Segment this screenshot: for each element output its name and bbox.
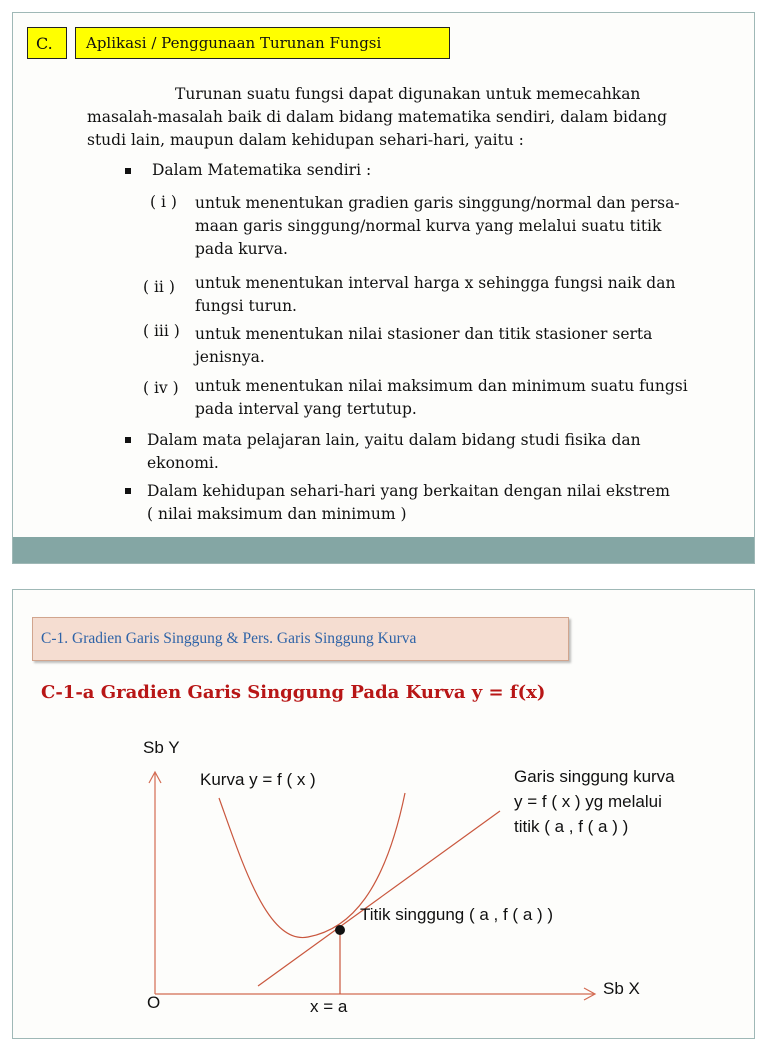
item-text: untuk menentukan nilai maksimum dan minimum suatu fungsi: [195, 377, 688, 395]
item-number: ( ii ): [143, 278, 175, 296]
bullet-other: Dalam mata pelajaran lain, yaitu dalam bidang studi fisika dan: [147, 431, 641, 449]
slide-footer-bar: [13, 537, 754, 563]
tangent-point: [335, 925, 345, 935]
bullet-math: Dalam Matematika sendiri :: [152, 161, 372, 179]
item-text: jenisnya.: [195, 348, 265, 366]
item-text: pada kurva.: [195, 240, 288, 258]
bullet-daily: ( nilai maksimum dan minimum ): [147, 505, 407, 523]
intro-line-1: Turunan suatu fungsi dapat digunakan untuk memecahkan: [175, 85, 641, 103]
x-equals-a-label: x = a: [310, 997, 348, 1016]
bullet-marker: [125, 488, 131, 494]
tangent-label-line: titik ( a , f ( a ) ): [514, 817, 629, 836]
tangent-label-line: y = f ( x ) yg melalui: [514, 792, 662, 811]
y-axis-label: Sb Y: [143, 738, 180, 757]
item-text: untuk menentukan interval harga x sehingga fungsi naik dan: [195, 274, 676, 292]
item-text: maan garis singgung/normal kurva yang melalui suatu titik: [195, 217, 662, 235]
tangent-label-line: Garis singgung kurva: [514, 767, 675, 786]
item-text: fungsi turun.: [195, 297, 297, 315]
intro-line-2: masalah-masalah baik di dalam bidang matematika sendiri, dalam bidang: [87, 108, 668, 126]
bullet-marker: [125, 437, 131, 443]
slide-2: [12, 589, 755, 1039]
item-text: untuk menentukan gradien garis singgung/normal dan persa-: [195, 194, 680, 212]
subsection-title: C-1-a Gradien Garis Singgung Pada Kurva y = f(x): [41, 682, 546, 703]
curve-label: Kurva y = f ( x ): [200, 770, 316, 789]
item-number: ( iii ): [143, 322, 180, 340]
slide-1: [12, 12, 755, 564]
item-number: ( i ): [150, 193, 177, 211]
section-header: C-1. Gradien Garis Singgung & Pers. Garis Singgung Kurva: [32, 617, 569, 661]
intro-line-3: studi lain, maupun dalam kehidupan sehari-hari, yaitu :: [87, 131, 524, 149]
bullet-marker: [125, 168, 131, 174]
bullet-daily: Dalam kehidupan sehari-hari yang berkaitan dengan nilai ekstrem: [147, 482, 670, 500]
bullet-other: ekonomi.: [147, 454, 219, 472]
item-text: pada interval yang tertutup.: [195, 400, 417, 418]
item-text: untuk menentukan nilai stasioner dan titik stasioner serta: [195, 325, 653, 343]
x-axis-label: Sb X: [603, 979, 640, 998]
section-title: Aplikasi / Penggunaan Turunan Fungsi: [75, 27, 450, 59]
origin-label: O: [147, 993, 161, 1012]
tangent-line: [258, 811, 500, 986]
tangent-graph: [13, 590, 754, 1038]
tangent-point-label: Titik singgung ( a , f ( a ) ): [360, 905, 554, 924]
section-letter: C.: [27, 27, 67, 59]
item-number: ( iv ): [143, 379, 179, 397]
